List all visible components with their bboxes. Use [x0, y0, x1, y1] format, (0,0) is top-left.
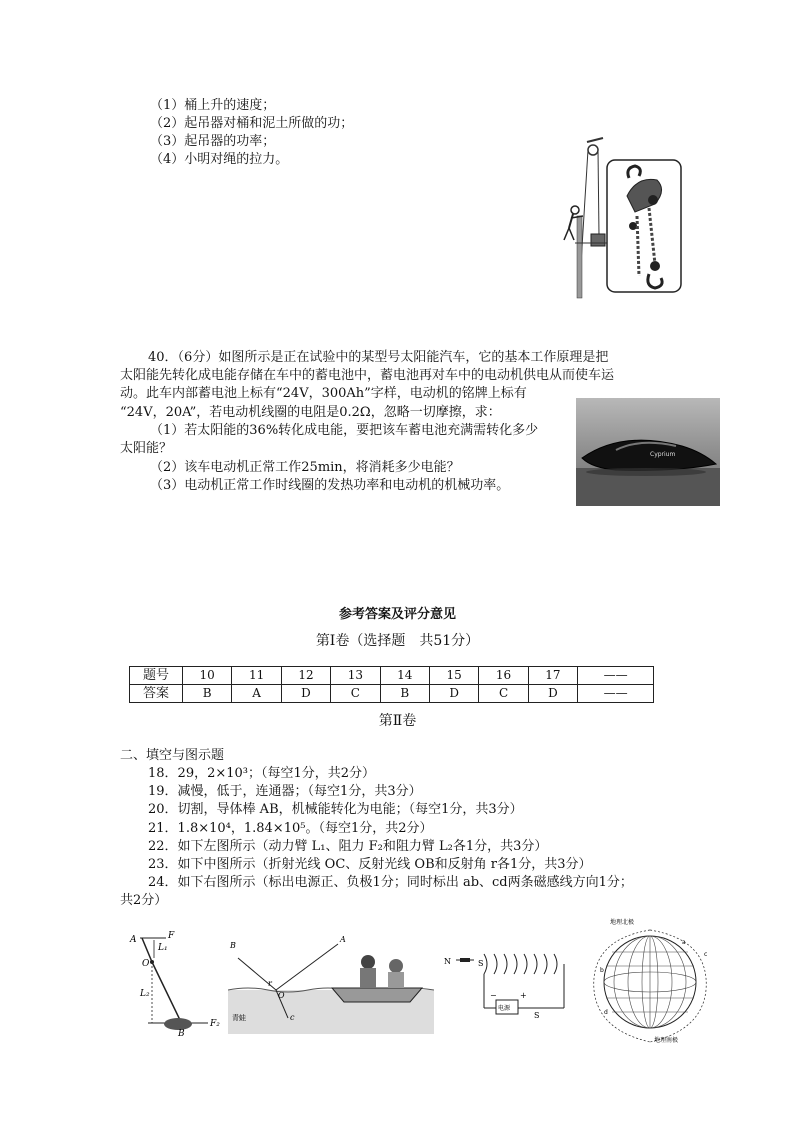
answer-cell: A	[232, 685, 281, 703]
globe-diagram	[590, 916, 716, 1046]
lever-diagram	[128, 928, 224, 1038]
answer-cell: ——	[578, 685, 654, 703]
label-a: a	[682, 939, 686, 946]
answer-18: 18．29，2×10³；（每空1分，共2分）	[148, 766, 376, 781]
answer-24: 24．如下右图所示（标出电源正、负极1分；同时标出 ab、cd两条磁感线方向1分；	[148, 875, 633, 890]
label-r: r	[268, 979, 272, 988]
label-B: B	[178, 1029, 185, 1038]
car-label: Cyprium	[650, 451, 676, 458]
section2-title: 二、填空与图示题	[120, 748, 225, 763]
label-minus: −	[490, 991, 497, 1000]
table-row-answers	[130, 685, 654, 703]
header-answer: 答案	[130, 685, 183, 703]
label-source: 电源	[498, 1005, 511, 1012]
answers-title: 参考答案及评分意见	[338, 607, 456, 622]
q40-sub3: （3）电动机正常工作时线圈的发热功率和电动机的机械功率。	[150, 478, 510, 493]
header-number: 题号	[130, 667, 183, 685]
number-cell: 11	[232, 667, 281, 685]
number-cell: 16	[479, 667, 528, 685]
answer-table	[129, 666, 654, 703]
label-O: O	[142, 959, 150, 969]
label-C: c	[290, 1013, 295, 1022]
q40-intro-3: 动。此车内部蓄电池上标有“24V，300Ah”字样，电动机的铭牌上标有	[120, 386, 527, 401]
number-cell: 10	[183, 667, 232, 685]
solar-car-photo	[576, 398, 720, 506]
number-cell: 12	[281, 667, 330, 685]
answer-22: 22．如下左图所示（动力臂 L₁、阻力 F₂和阻力臂 L₂各1分，共3分）	[148, 839, 548, 854]
number-cell: 17	[528, 667, 577, 685]
number-cell: 13	[331, 667, 380, 685]
label-d: d	[604, 1009, 608, 1016]
label-north-pole: 地理北极	[610, 919, 635, 926]
label-A: A	[130, 935, 137, 945]
q39-item-4: （4）小明对绳的拉力。	[150, 152, 289, 167]
solenoid-circuit	[440, 950, 580, 1020]
answer-23: 23．如下中图所示（折射光线 OC、反射光线 OB和反射角 r各1分，共3分）	[148, 857, 592, 872]
label-L2: L₂	[140, 989, 150, 999]
answer-19: 19．减慢，低于，连通器；（每空1分，共3分）	[148, 784, 422, 799]
label-south-pole: 地理南极	[654, 1037, 679, 1044]
part2-title: 第Ⅱ卷	[378, 713, 417, 729]
label-B-ray: B	[230, 941, 236, 950]
label-O-point: O	[278, 991, 285, 1000]
part1-title: 第Ⅰ卷（选择题 共51分）	[315, 633, 480, 649]
label-ground: 青蛙	[232, 1014, 246, 1022]
hoist-figure	[555, 136, 685, 306]
q40-sub1b: 太阳能？	[120, 441, 173, 456]
refraction-diagram	[228, 928, 434, 1034]
answer-cell: D	[281, 685, 330, 703]
answer-cell: D	[528, 685, 577, 703]
number-cell: 14	[380, 667, 429, 685]
q40-intro-2: 太阳能先转化成电能存储在车中的蓄电池中，蓄电池再对车中的电动机供电从而使车运	[120, 368, 615, 383]
label-c: c	[704, 951, 708, 958]
answer-cell: B	[183, 685, 232, 703]
label-F1: F	[168, 931, 175, 941]
label-b: b	[600, 967, 604, 974]
label-L1: L₁	[158, 943, 168, 953]
q39-item-3: （3）起吊器的功率；	[150, 134, 276, 149]
q40-sub1a: （1）若太阳能的36%转化成电能，要把该车蓄电池充满需转化多少	[150, 423, 539, 438]
label-S-left: S	[478, 959, 484, 968]
label-F2: F₂	[210, 1019, 220, 1029]
label-plus: +	[520, 991, 527, 1000]
q40-intro-4: “24V，20A”，若电动机线圈的电阻是0.2Ω，忽略一切摩擦，求：	[120, 405, 501, 420]
table-row-numbers	[130, 667, 654, 685]
answer-cell: D	[429, 685, 478, 703]
q40-intro-1: 40．（6分）如图所示是正在试验中的某型号太阳能汽车，它的基本工作原理是把	[148, 350, 609, 365]
number-cell: 15	[429, 667, 478, 685]
label-A-ray: A	[340, 935, 346, 944]
answer-21: 21．1.8×10⁴，1.84×10⁵。（每空1分，共2分）	[148, 821, 433, 836]
answer-24-cont: 共2分）	[120, 893, 168, 908]
q39-item-2: （2）起吊器对桶和泥土所做的功；	[150, 116, 354, 131]
answer-cell: C	[331, 685, 380, 703]
answer-cell: B	[380, 685, 429, 703]
answer-20: 20．切割，导体棒 AB，机械能转化为电能；（每空1分，共3分）	[148, 802, 523, 817]
q39-item-1: （1）桶上升的速度；	[150, 98, 276, 113]
q40-sub2: （2）该车电动机正常工作25min，将消耗多少电能？	[150, 460, 460, 475]
number-cell: ——	[578, 667, 654, 685]
label-N: N	[444, 957, 451, 966]
answer-cell: C	[479, 685, 528, 703]
label-S-switch: S	[534, 1011, 540, 1020]
